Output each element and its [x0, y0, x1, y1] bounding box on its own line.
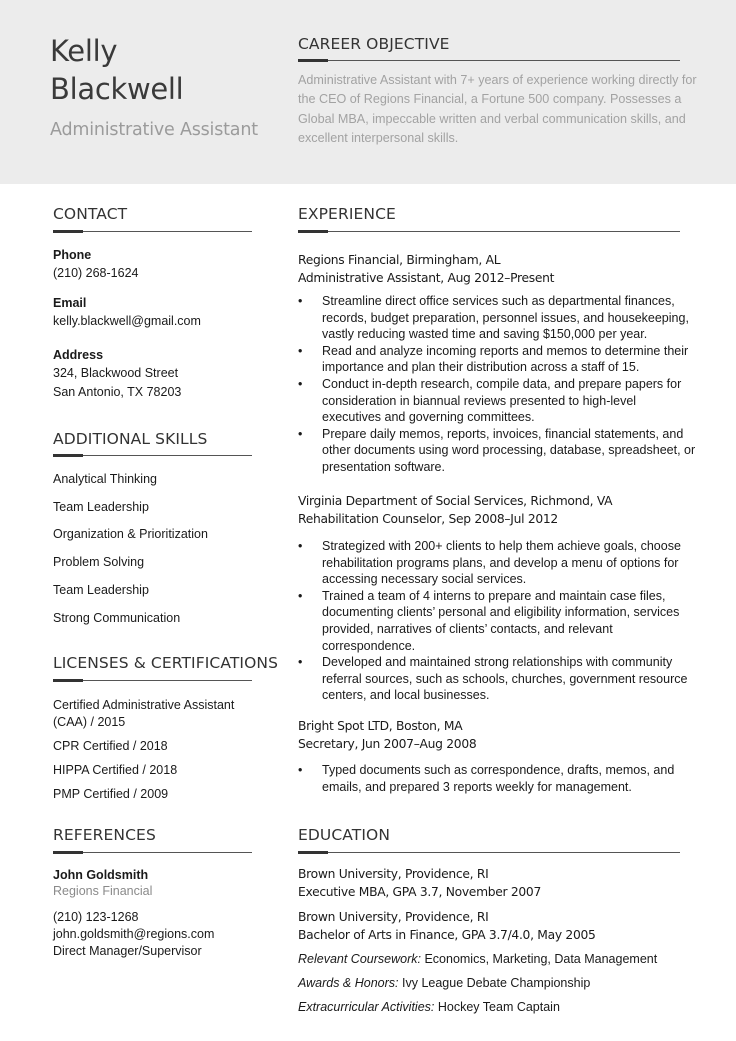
reference-company: Regions Financial: [53, 884, 153, 898]
job-role: Rehabilitation Counselor, Sep 2008–Jul 2012: [298, 512, 558, 526]
email-value: kelly.blackwell@gmail.com: [53, 314, 201, 328]
edu-honors: [298, 976, 590, 990]
job-bullets: [298, 762, 698, 795]
license-item: PMP Certified / 2009: [53, 787, 169, 801]
skill-item: Team Leadership: [53, 500, 149, 514]
job-company: Virginia Department of Social Services, Richmond, VA: [298, 494, 613, 508]
contact-address: [53, 348, 181, 402]
job-company: Bright Spot LTD, Boston, MA: [298, 719, 463, 733]
candidate-title: Administrative Assistant: [50, 120, 258, 140]
license-item: Certified Administrative Assistant (CAA) / 2015: [53, 698, 235, 729]
phone-value: (210) 268-1624: [53, 266, 139, 280]
edu-school: Brown University, Providence, RI: [298, 910, 489, 924]
skills-rule: [53, 455, 252, 456]
job-bullet: • Trained a team of 4 interns to prepare and maintain case files, documenting clients’ personal and eligibility information, services provided, narratives of clients’ contacts, and relevant correspondence.: [298, 588, 698, 654]
license-item: CPR Certified / 2018: [53, 739, 168, 753]
reference-phone: (210) 123-1268: [53, 910, 139, 924]
name-last: Blackwell: [50, 72, 184, 106]
objective-rule: [298, 60, 680, 61]
candidate-name: [50, 32, 183, 108]
contact-heading: CONTACT: [53, 205, 128, 223]
coursework-label: Relevant Coursework:: [298, 952, 421, 966]
job-entry: [298, 251, 698, 476]
references-rule: [53, 852, 252, 853]
education-heading: EDUCATION: [298, 826, 391, 844]
job-role: Administrative Assistant, Aug 2012–Present: [298, 271, 555, 285]
references-heading: REFERENCES: [53, 826, 156, 844]
job-bullet: • Streamline direct office services such as departmental finances, records, budget preparation, personnel issues, and housekeeping, vastly reducing wasted time and saving $150,000 per year.: [298, 293, 698, 343]
education-rule: [298, 852, 680, 853]
activities-label: Extracurricular Activities:: [298, 1000, 435, 1014]
contact-email: [53, 296, 201, 331]
job-bullet: • Prepare daily memos, reports, invoices, financial statements, and other documents using word processing, database, spreadsheet, or presentation software.: [298, 426, 698, 476]
honors-value: Ivy League Debate Championship: [402, 976, 591, 990]
coursework-value: Economics, Marketing, Data Management: [424, 952, 658, 966]
job-bullet: • Developed and maintained strong relationships with community referral sources, such as schools, churches, government resource centers, and local businesses.: [298, 654, 698, 704]
skill-item: Organization & Prioritization: [53, 527, 208, 541]
contact-rule: [53, 231, 252, 232]
experience-rule: [298, 231, 680, 232]
email-label: Email: [53, 296, 87, 310]
objective-heading: CAREER OBJECTIVE: [298, 35, 450, 53]
name-first: Kelly: [50, 34, 118, 68]
job-bullets: [298, 293, 698, 476]
edu-degree: Bachelor of Arts in Finance, GPA 3.7/4.0, May 2005: [298, 928, 596, 942]
skills-heading: ADDITIONAL SKILLS: [53, 430, 208, 448]
job-bullet: • Strategized with 200+ clients to help them achieve goals, choose rehabilitation programs plans, and develop a menu of options for accessing necessary social services.: [298, 538, 698, 588]
reference-entry: [53, 868, 214, 960]
reference-role: Direct Manager/Supervisor: [53, 944, 202, 958]
objective-text: Administrative Assistant with 7+ years of experience working directly for the CEO of Regions Financial, a Fortune 500 company. Possesses a Global MBA, impeccable written and verbal communication skills, and excellent interpersonal skills.: [298, 73, 697, 146]
experience-heading: EXPERIENCE: [298, 205, 396, 223]
skill-item: Problem Solving: [53, 555, 145, 569]
reference-name: John Goldsmith: [53, 868, 149, 882]
licenses-heading: LICENSES & CERTIFICATIONS: [53, 654, 279, 672]
job-bullets: [298, 538, 698, 704]
address-line2: San Antonio, TX 78203: [53, 385, 182, 399]
job-entry: [298, 717, 698, 795]
job-company: Regions Financial, Birmingham, AL: [298, 253, 501, 267]
honors-label: Awards & Honors:: [298, 976, 399, 990]
edu-activities: [298, 1000, 560, 1014]
address-line1: 324, Blackwood Street: [53, 366, 179, 380]
edu-degree: Executive MBA, GPA 3.7, November 2007: [298, 885, 541, 899]
job-bullet: • Conduct in-depth research, compile data, and prepare papers for consideration in biannual reviews presented to high-level executives and governing committees.: [298, 376, 698, 426]
job-bullet: • Typed documents such as correspondence, drafts, memos, and emails, and prepared 3 reports weekly for management.: [298, 762, 698, 795]
edu-coursework: [298, 952, 657, 966]
license-item: HIPPA Certified / 2018: [53, 763, 178, 777]
edu-school: Brown University, Providence, RI: [298, 867, 489, 881]
licenses-rule: [53, 680, 252, 681]
skill-item: Team Leadership: [53, 583, 149, 597]
skill-item: Analytical Thinking: [53, 472, 157, 486]
job-bullet: • Read and analyze incoming reports and memos to determine their importance and plan their distribution across a staff of 15.: [298, 343, 698, 376]
skill-item: Strong Communication: [53, 611, 181, 625]
address-label: Address: [53, 348, 104, 362]
activities-value: Hockey Team Captain: [437, 1000, 560, 1014]
job-entry: [298, 492, 698, 704]
reference-email: john.goldsmith@regions.com: [53, 927, 215, 941]
phone-label: Phone: [53, 248, 92, 262]
job-role: Secretary, Jun 2007–Aug 2008: [298, 737, 477, 751]
contact-phone: [53, 248, 138, 283]
